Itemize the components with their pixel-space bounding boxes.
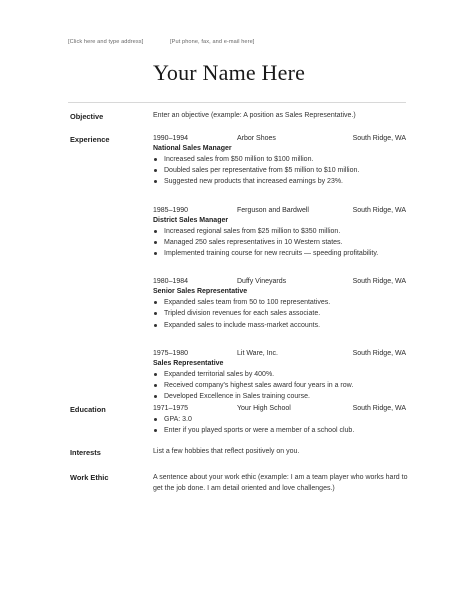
job-dates: 1985–1990 (153, 206, 189, 214)
job-entry (153, 206, 409, 260)
list-item: Expanded sales team from 50 to 100 representatives. (153, 297, 409, 308)
interests-text: List a few hobbies that reflect positively on you. (153, 448, 300, 455)
job-dates: 1990–1994 (153, 135, 189, 142)
education-heading: Education (70, 405, 106, 414)
work-ethic-heading: Work Ethic (70, 473, 109, 482)
list-item: Expanded sales to include mass-market accounts. (153, 320, 409, 331)
work-ethic-text: A sentence about your work ethic (example: I am a team player who works hard to get the job done. I am detail oriented and love challenges.) (153, 474, 408, 492)
bullet-icon (154, 180, 157, 183)
bullet-icon (154, 429, 157, 432)
list-item: Enter if you played sports or were a member of a school club. (153, 425, 409, 436)
list-item: GPA: 3.0 (153, 414, 409, 425)
job-dates: 1980–1984 (153, 278, 189, 286)
list-item: Received company's highest sales award four years in a row. (153, 380, 409, 391)
list-item: Developed Excellence in Sales training course. (153, 391, 409, 402)
list-item: Increased sales from $50 million to $100 million. (153, 154, 409, 165)
bullet-icon (154, 418, 157, 421)
bullet-icon (154, 169, 157, 172)
job-company: Duffy Vineyards (237, 278, 287, 286)
list-item: Increased regional sales from $25 million to $350 million. (153, 226, 409, 237)
job-dates: 1975–1980 (153, 349, 189, 357)
education-dates: 1971–1975 (153, 405, 189, 412)
job-location: South Ridge, WA (352, 278, 406, 286)
bullet-icon (154, 324, 157, 327)
education-school: Your High School (237, 405, 291, 412)
list-item: Doubled sales per representative from $5 million to $10 million. (153, 165, 409, 176)
job-entry (153, 349, 409, 403)
bullet-icon (154, 230, 157, 233)
job-entry (153, 134, 409, 188)
job-location: South Ridge, WA (352, 349, 406, 357)
job-title: National Sales Manager (153, 145, 232, 152)
job-location: South Ridge, WA (352, 206, 406, 214)
bullet-icon (154, 373, 157, 376)
list-item: Managed 250 sales representatives in 10 Western states. (153, 237, 409, 248)
experience-heading: Experience (70, 135, 110, 144)
bullet-icon (154, 384, 157, 387)
bullet-icon (154, 252, 157, 255)
header-divider (68, 102, 406, 103)
bullet-icon (154, 241, 157, 244)
list-item: Tripled division revenues for each sales associate. (153, 308, 409, 319)
list-item: Suggested new products that increased earnings by 23%. (153, 176, 409, 187)
job-company: Lit Ware, Inc. (237, 349, 278, 357)
education-location: South Ridge, WA (352, 405, 406, 412)
bullet-icon (154, 301, 157, 304)
job-entry (153, 277, 409, 331)
list-item: Implemented training course for new recruits — speeding profitability. (153, 248, 409, 259)
job-company: Ferguson and Bardwell (237, 206, 309, 214)
bullet-icon (154, 312, 157, 315)
job-company: Arbor Shoes (237, 135, 276, 142)
job-title: Senior Sales Representative (153, 288, 248, 296)
address-placeholder[interactable]: [Click here and type address] (68, 39, 144, 45)
contact-placeholder[interactable]: [Put phone, fax, and e-mail here] (170, 39, 255, 45)
objective-text: Enter an objective (example: A position as Sales Representative.) (153, 112, 356, 119)
job-location: South Ridge, WA (352, 135, 406, 142)
list-item: Expanded territorial sales by 400%. (153, 369, 409, 380)
job-title: District Sales Manager (153, 216, 229, 224)
bullet-icon (154, 395, 157, 398)
resume-name: Your Name Here (153, 60, 306, 85)
objective-heading: Objective (70, 112, 104, 121)
bullet-icon (154, 158, 157, 161)
job-title: Sales Representative (153, 359, 224, 367)
interests-heading: Interests (70, 448, 101, 457)
